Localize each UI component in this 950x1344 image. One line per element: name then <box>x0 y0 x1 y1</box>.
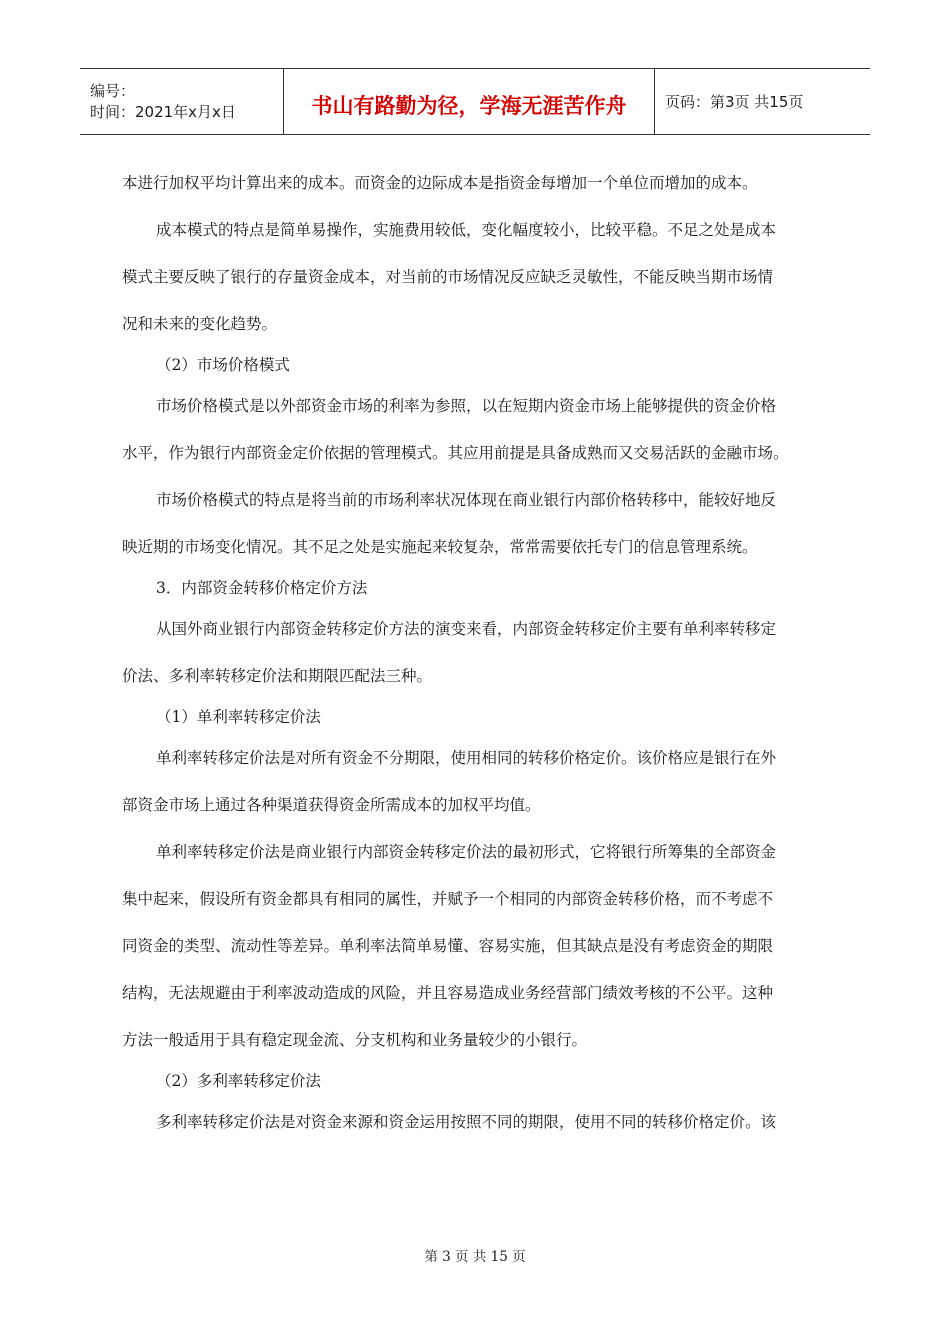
section-heading: 3．内部资金转移价格定价方法 <box>156 579 368 597</box>
document-header <box>80 68 870 135</box>
paragraph-line: 况和未来的变化趋势。 <box>122 315 278 333</box>
document-body <box>122 160 830 1146</box>
header-motto-cell <box>283 69 655 134</box>
paragraph-line: 单利率转移定价法是对所有资金不分期限，使用相同的转移价格定价。该价格应是银行在外 <box>156 749 777 767</box>
section-heading: （2）多利率转移定价法 <box>156 1072 321 1090</box>
section-heading: （1）单利率转移定价法 <box>156 708 321 726</box>
paragraph-line: 多利率转移定价法是对资金来源和资金运用按照不同的期限，使用不同的转移价格定价。该 <box>156 1113 777 1131</box>
page-footer: 第 3 页 共 15 页 <box>424 1249 526 1265</box>
document-number-label: 编号： <box>90 81 136 100</box>
paragraph-line: 市场价格模式是以外部资金市场的利率为参照，以在短期内资金市场上能够提供的资金价格 <box>156 397 777 415</box>
header-motto: 书山有路勤为径，学海无涯苦作舟 <box>311 93 627 118</box>
paragraph-line: 集中起来，假设所有资金都具有相同的属性，并赋予一个相同的内部资金转移价格，而不考虑不 <box>122 890 774 908</box>
paragraph-line: 模式主要反映了银行的存量资金成本，对当前的市场情况反应缺乏灵敏性，不能反映当期市场情 <box>122 268 774 286</box>
paragraph-line: 同资金的类型、流动性等差异。单利率法简单易懂、容易实施，但其缺点是没有考虑资金的期限 <box>122 937 774 955</box>
paragraph-line: 映近期的市场变化情况。其不足之处是实施起来较复杂，常常需要依托专门的信息管理系统。 <box>122 538 758 556</box>
paragraph-line: 市场价格模式的特点是将当前的市场利率状况体现在商业银行内部价格转移中，能较好地反 <box>156 491 777 509</box>
paragraph-line: 成本模式的特点是简单易操作，实施费用较低，变化幅度较小，比较平稳。不足之处是成本 <box>156 221 777 239</box>
paragraph-line: 结构，无法规避由于利率波动造成的风险，并且容易造成业务经营部门绩效考核的不公平。这种 <box>122 984 774 1002</box>
paragraph-line: 本进行加权平均计算出来的成本。而资金的边际成本是指资金每增加一个单位而增加的成本。 <box>122 174 758 192</box>
paragraph-line: 价法、多利率转移定价法和期限匹配法三种。 <box>122 667 433 685</box>
header-page-code-cell <box>655 69 870 134</box>
header-page-code: 页码：第3页 共15页 <box>665 93 804 111</box>
document-time-label: 时间：2021年x月x日 <box>90 102 236 121</box>
paragraph-line: 方法一般适用于具有稳定现金流、分支机构和业务量较少的小银行。 <box>122 1031 588 1049</box>
paragraph-line: 从国外商业银行内部资金转移定价方法的演变来看，内部资金转移定价主要有单利率转移定 <box>156 620 777 638</box>
section-heading: （2）市场价格模式 <box>156 356 290 374</box>
paragraph-line: 部资金市场上通过各种渠道获得资金所需成本的加权平均值。 <box>122 796 541 814</box>
header-meta <box>80 69 283 134</box>
paragraph-line: 单利率转移定价法是商业银行内部资金转移定价法的最初形式，它将银行所筹集的全部资金 <box>156 843 777 861</box>
paragraph-line: 水平，作为银行内部资金定价依据的管理模式。其应用前提是具备成熟而又交易活跃的金融市场。 <box>122 444 789 462</box>
